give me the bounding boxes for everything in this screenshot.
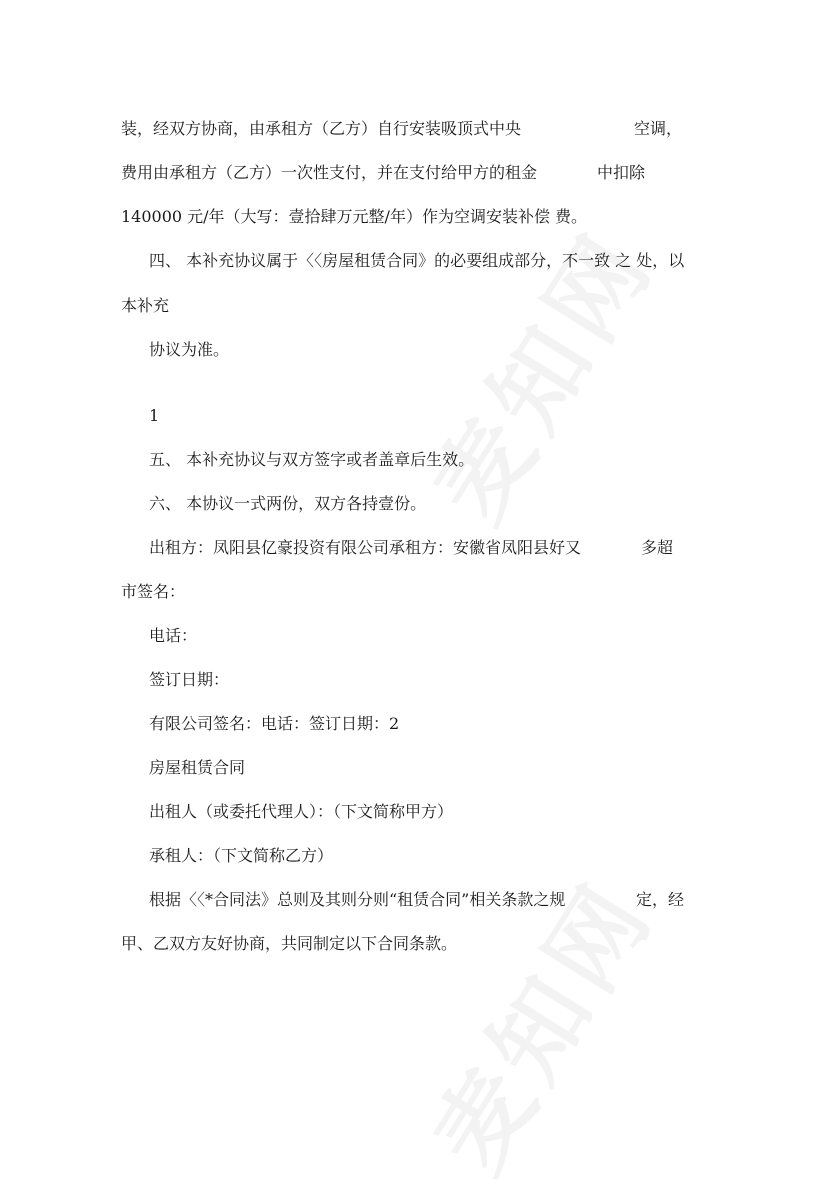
text-line (0, 668, 830, 692)
text-segment: 1 (149, 406, 160, 425)
text-segment: 定，经 (636, 890, 685, 909)
text-line (0, 844, 830, 868)
text-segment: 市签名： (121, 582, 186, 601)
text-line (0, 492, 830, 516)
text-segment: 中扣除 (597, 163, 646, 182)
text-line (0, 800, 830, 824)
text-segment: 装，经双方协商，由承租方（乙方）自行安装吸顶式中央 (121, 119, 522, 138)
text-line (0, 205, 830, 229)
text-segment: 房屋租赁合同 (149, 758, 246, 777)
text-segment: 多超 (641, 538, 674, 557)
text-segment: 有限公司签名：电话：签订日期：2 (149, 714, 400, 733)
text-line (0, 338, 830, 362)
text-line (0, 161, 830, 185)
text-line (0, 888, 830, 912)
text-line (0, 932, 830, 956)
text-segment: 甲、乙双方友好协商，共同制定以下合同条款。 (121, 934, 458, 953)
text-segment: 空调， (634, 119, 683, 138)
text-line (0, 249, 830, 273)
text-segment: 签订日期： (149, 670, 230, 689)
text-line (0, 580, 830, 604)
text-line (0, 624, 830, 648)
text-segment: 出租方：凤阳县亿豪投资有限公司承租方：安徽省凤阳县好又 (149, 538, 582, 557)
text-segment: 出租人（或委托代理人）：（下文简称甲方） (149, 802, 454, 821)
text-segment: 承租人：（下文简称乙方） (149, 846, 334, 865)
text-line (0, 294, 830, 318)
text-line (0, 756, 830, 780)
text-segment: 电话： (149, 626, 198, 645)
text-segment: 五、 本补充协议与双方签字或者盖章后生效。 (149, 450, 475, 469)
text-line (0, 117, 830, 141)
text-segment: 140000 元/年（大写：壹拾肆万元整/年）作为空调安装补偿 费。 (121, 207, 588, 226)
text-line (0, 712, 830, 736)
text-segment: 本补充 (121, 296, 170, 315)
text-line (0, 448, 830, 472)
text-segment: 费用由承租方（乙方）一次性支付，并在支付给甲方的租金 (121, 163, 538, 182)
text-segment: 四、 本补充协议属于〈〈房屋租赁合同》的必要组成部分，不一致 之 处，以 (149, 251, 685, 270)
text-segment: 根据〈〈*合同法》总则及其则分则“租赁合同”相关条款之规 (149, 890, 566, 909)
text-line (0, 404, 830, 428)
text-line (0, 536, 830, 560)
text-segment: 协议为准。 (149, 340, 230, 359)
text-segment: 六、 本协议一式两份，双方各持壹份。 (149, 494, 427, 513)
